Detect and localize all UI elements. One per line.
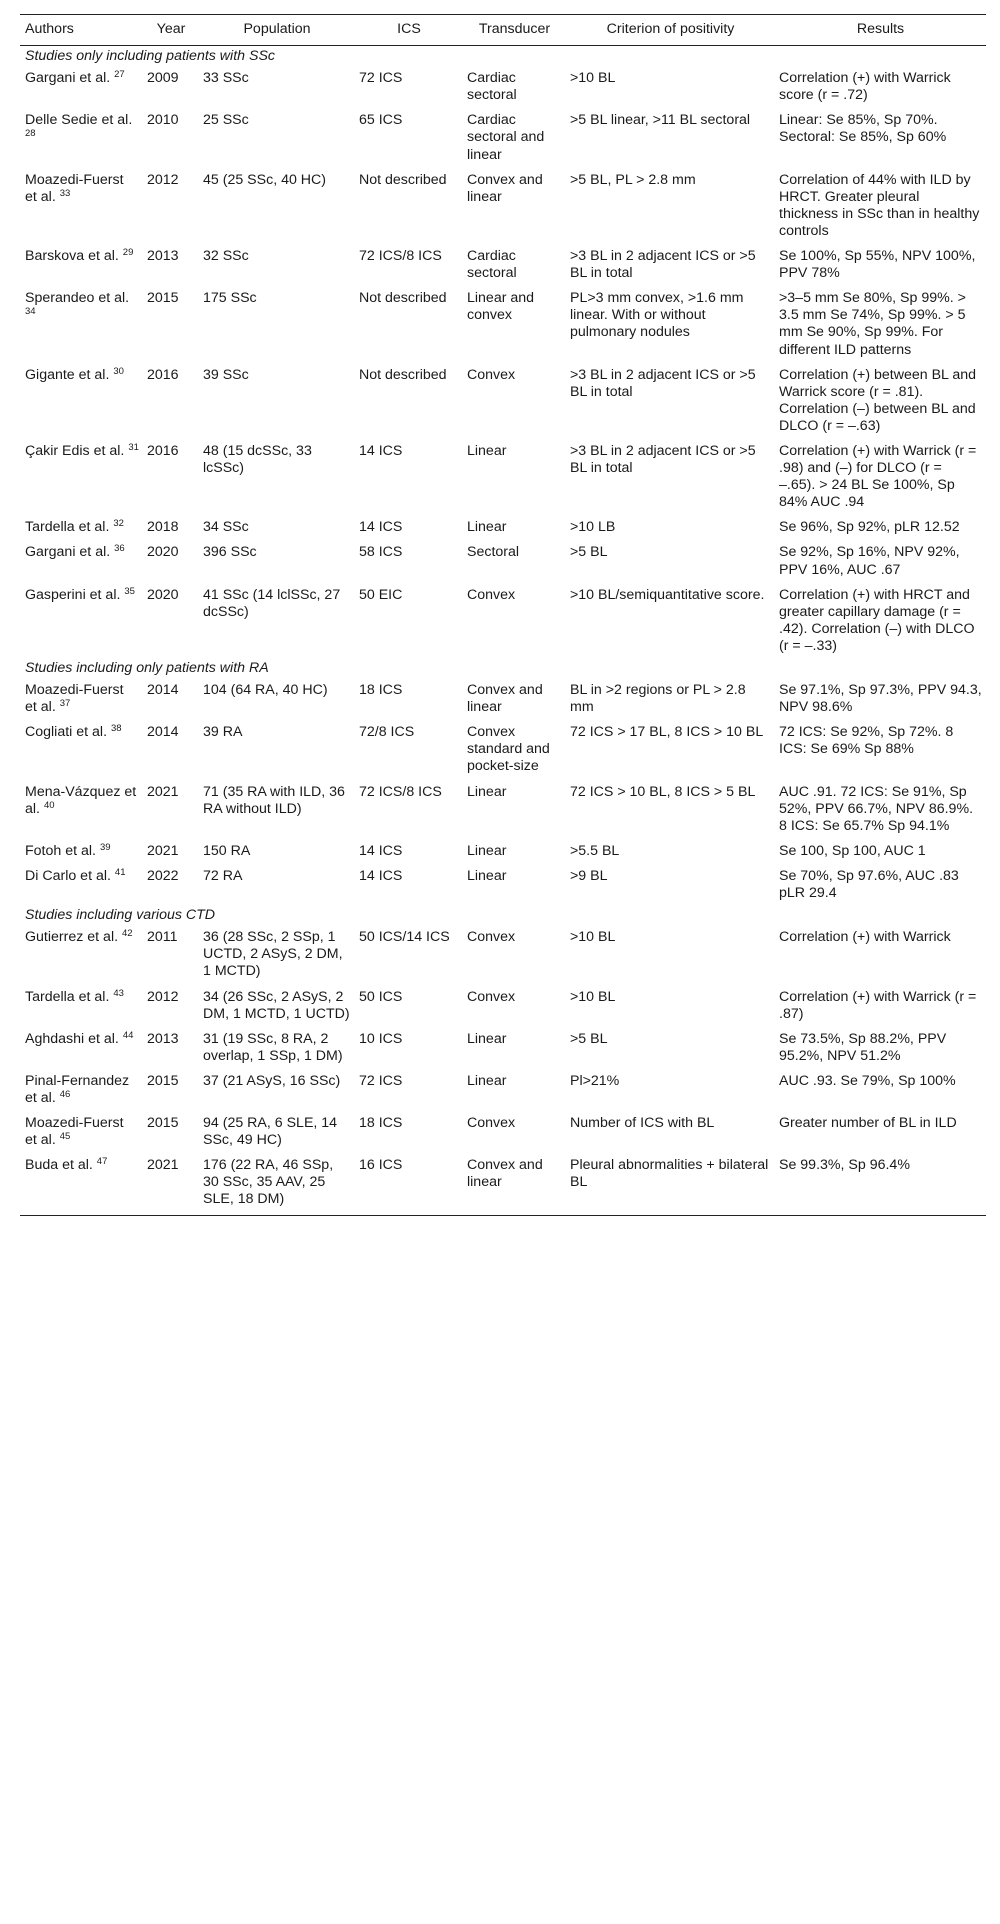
year-cell: 2014 bbox=[147, 682, 179, 699]
authors-cell bbox=[20, 514, 143, 539]
transducer-cell: Cardiac sectoral bbox=[467, 70, 517, 104]
section-title: Studies only including patients with SSc bbox=[25, 48, 275, 65]
table-row bbox=[20, 1026, 986, 1068]
ics-cell: 58 ICS bbox=[359, 544, 403, 561]
population-cell: 36 (28 SSc, 2 SSp, 1 UCTD, 2 ASyS, 2 DM, 1 MCTD) bbox=[203, 929, 343, 980]
table-row bbox=[20, 438, 986, 514]
author-name: Delle Sedie et al. bbox=[25, 112, 133, 129]
authors-cell bbox=[20, 65, 143, 107]
ics-cell: 16 ICS bbox=[355, 1152, 463, 1215]
year-cell: 2021 bbox=[147, 842, 179, 859]
population-cell: 72 RA bbox=[203, 867, 243, 884]
transducer-cell: Linear bbox=[467, 1072, 507, 1089]
ics-cell: 14 ICS bbox=[359, 519, 403, 536]
year-cell: 2020 bbox=[147, 586, 179, 603]
reference-number: 30 bbox=[113, 365, 124, 377]
results-cell: Greater number of BL in ILD bbox=[779, 1115, 957, 1132]
results-cell: Correlation (+) with HRCT and greater capillary damage (r = .42). Correlation (–) with DLCO (r = –.33) bbox=[779, 586, 975, 654]
transducer-cell: Convex bbox=[467, 366, 516, 383]
transducer-cell: Convex bbox=[467, 929, 516, 946]
year-cell: 2014 bbox=[147, 724, 179, 741]
criterion-cell: >3 BL in 2 adjacent ICS or >5 BL in total bbox=[570, 442, 756, 477]
reference-number: 44 bbox=[122, 1029, 134, 1041]
year-cell: 2009 bbox=[147, 70, 179, 87]
criterion-cell: 72 ICS > 17 BL, 8 ICS > 10 BL bbox=[570, 724, 764, 741]
author-name: Sperandeo et al. bbox=[25, 290, 130, 307]
ics-cell: 50 ICS/14 ICS bbox=[359, 929, 450, 946]
population-cell: 37 (21 ASyS, 16 SSc) bbox=[203, 1072, 341, 1089]
criterion-cell: >5 BL linear, >11 BL sectoral bbox=[570, 112, 751, 129]
population-cell: 71 (35 RA with ILD, 36 RA without ILD) bbox=[203, 783, 345, 817]
population-cell: 48 (15 dcSSc, 33 lcSSc) bbox=[203, 442, 312, 477]
results-cell: Correlation (+) with Warrick bbox=[779, 929, 951, 946]
reference-number: 32 bbox=[113, 518, 124, 530]
year-cell: 2012 bbox=[147, 988, 179, 1005]
reference-number: 29 bbox=[122, 247, 134, 259]
table-row bbox=[20, 1152, 986, 1215]
criterion-cell: >10 BL bbox=[570, 929, 616, 946]
author-name: Di Carlo et al. bbox=[25, 867, 111, 884]
results-cell: Se 73.5%, Sp 88.2%, PPV 95.2%, NPV 51.2% bbox=[779, 1030, 947, 1064]
year-cell: 2015 bbox=[147, 1072, 179, 1089]
criterion-cell: PL>3 mm convex, >1.6 mm linear. With or without pulmonary nodules bbox=[570, 290, 744, 341]
authors-cell bbox=[20, 243, 143, 285]
results-cell: AUC .91. 72 ICS: Se 91%, Sp 52%, PPV 66.7%, NPV 86.9%. 8 ICS: Se 65.7% Sp 94.1% bbox=[779, 783, 974, 834]
population-cell: 41 SSc (14 lclSSc, 27 dcSSc) bbox=[203, 586, 341, 620]
reference-number: 37 bbox=[59, 698, 71, 710]
criterion-cell: 72 ICS > 10 BL, 8 ICS > 5 BL bbox=[570, 783, 756, 800]
results-cell: Correlation of 44% with ILD by HRCT. Greater pleural thickness in SSc than in healthy controls bbox=[779, 171, 980, 239]
ics-cell: 72 ICS bbox=[359, 70, 403, 87]
criterion-cell: >3 BL in 2 adjacent ICS or >5 BL in total bbox=[570, 366, 756, 400]
transducer-cell: Cardiac sectoral and linear bbox=[467, 112, 545, 163]
header-population: Population bbox=[199, 15, 355, 46]
author-name: Pinal-Fernandez et al. bbox=[25, 1072, 130, 1106]
criterion-cell: >5 BL bbox=[570, 544, 608, 561]
ics-cell: Not described bbox=[359, 171, 447, 188]
table-row bbox=[20, 924, 986, 983]
ics-cell: 72/8 ICS bbox=[359, 724, 415, 741]
table-row bbox=[20, 1110, 986, 1152]
year-cell: 2018 bbox=[147, 519, 179, 536]
section-row bbox=[20, 46, 986, 66]
year-cell: 2015 bbox=[147, 1115, 179, 1132]
ics-cell: Not described bbox=[359, 366, 447, 383]
population-cell: 94 (25 RA, 6 SLE, 14 SSc, 49 HC) bbox=[203, 1115, 338, 1149]
table-row bbox=[20, 863, 986, 905]
author-name: Gargani et al. bbox=[25, 544, 111, 561]
results-cell: Se 97.1%, Sp 97.3%, PPV 94.3, NPV 98.6% bbox=[779, 682, 982, 716]
reference-number: 38 bbox=[110, 723, 122, 735]
header-ics: ICS bbox=[355, 15, 463, 46]
criterion-cell: >10 BL bbox=[570, 988, 616, 1005]
criterion-cell: >5 BL bbox=[570, 1030, 608, 1047]
reference-number: 27 bbox=[114, 69, 125, 81]
authors-cell bbox=[20, 719, 143, 778]
author-name: Tardella et al. bbox=[25, 988, 110, 1005]
table-row bbox=[20, 539, 986, 581]
results-cell: Correlation (+) with Warrick (r = .87) bbox=[779, 988, 977, 1022]
header-results: Results bbox=[775, 15, 986, 46]
transducer-cell: Convex bbox=[467, 1115, 516, 1132]
table-row bbox=[20, 167, 986, 243]
table-row bbox=[20, 1068, 986, 1110]
criterion-cell: BL in >2 regions or PL > 2.8 mm bbox=[570, 682, 746, 716]
authors-cell bbox=[20, 107, 143, 166]
transducer-cell: Convex and linear bbox=[467, 682, 543, 716]
reference-number: 42 bbox=[122, 928, 133, 940]
results-cell: 72 ICS: Se 92%, Sp 72%. 8 ICS: Se 69% Sp 88% bbox=[779, 724, 954, 758]
reference-number: 47 bbox=[96, 1156, 108, 1168]
population-cell: 396 SSc bbox=[203, 544, 257, 561]
header-authors: Authors bbox=[20, 15, 143, 46]
reference-number: 45 bbox=[59, 1131, 71, 1143]
population-cell: 150 RA bbox=[203, 842, 251, 859]
year-cell: 2016 bbox=[147, 442, 179, 459]
ics-cell: 14 ICS bbox=[359, 442, 403, 459]
transducer-cell: Linear bbox=[467, 1030, 507, 1047]
authors-cell bbox=[20, 924, 143, 983]
authors-cell bbox=[20, 1152, 143, 1215]
authors-cell bbox=[20, 984, 143, 1026]
year-cell: 2016 bbox=[147, 366, 179, 383]
population-cell: 175 SSc bbox=[203, 290, 257, 307]
results-cell: Se 100, Sp 100, AUC 1 bbox=[779, 842, 926, 859]
results-cell: Linear: Se 85%, Sp 70%. Sectoral: Se 85%, Sp 60% bbox=[779, 112, 947, 146]
header-criterion: Criterion of positivity bbox=[566, 15, 775, 46]
ics-cell: 72 ICS/8 ICS bbox=[359, 783, 442, 800]
author-name: Gigante et al. bbox=[25, 366, 110, 383]
population-cell: 34 (26 SSc, 2 ASyS, 2 DM, 1 MCTD, 1 UCTD) bbox=[203, 988, 350, 1022]
table-row bbox=[20, 514, 986, 539]
criterion-cell: >10 BL/semiquantitative score. bbox=[570, 586, 765, 603]
table-row bbox=[20, 779, 986, 838]
author-name: Gasperini et al. bbox=[25, 586, 121, 603]
ics-cell: 10 ICS bbox=[359, 1030, 403, 1047]
results-cell: Se 70%, Sp 97.6%, AUC .83 pLR 29.4 bbox=[779, 867, 959, 902]
authors-cell bbox=[20, 1068, 143, 1110]
reference-number: 31 bbox=[128, 441, 139, 453]
reference-number: 36 bbox=[114, 543, 125, 555]
criterion-cell: >5.5 BL bbox=[570, 842, 620, 859]
reference-number: 35 bbox=[124, 585, 135, 597]
table-row bbox=[20, 838, 986, 863]
criterion-cell: Pl>21% bbox=[570, 1072, 620, 1089]
table-row bbox=[20, 677, 986, 719]
criterion-cell: >3 BL in 2 adjacent ICS or >5 BL in total bbox=[570, 248, 756, 282]
reference-number: 34 bbox=[25, 306, 36, 318]
section-title: Studies including only patients with RA bbox=[25, 660, 269, 676]
author-name: Gutierrez et al. bbox=[25, 929, 119, 946]
header-transducer: Transducer bbox=[463, 15, 566, 46]
transducer-cell: Linear bbox=[467, 842, 507, 859]
population-cell: 34 SSc bbox=[203, 519, 249, 536]
authors-cell bbox=[20, 438, 143, 514]
year-cell: 2012 bbox=[147, 171, 179, 188]
table-row bbox=[20, 719, 986, 778]
results-cell: Se 96%, Sp 92%, pLR 12.52 bbox=[779, 519, 960, 536]
transducer-cell: Convex bbox=[467, 586, 516, 603]
reference-number: 33 bbox=[59, 187, 71, 199]
authors-cell bbox=[20, 362, 143, 438]
ics-cell: 14 ICS bbox=[359, 842, 403, 859]
transducer-cell: Cardiac sectoral bbox=[467, 248, 517, 282]
author-name: Buda et al. bbox=[25, 1157, 93, 1174]
population-cell: 31 (19 SSc, 8 RA, 2 overlap, 1 SSp, 1 DM) bbox=[203, 1030, 343, 1064]
ics-cell: 18 ICS bbox=[359, 1115, 403, 1132]
year-cell: 2021 bbox=[147, 783, 179, 800]
section-title: Studies including various CTD bbox=[25, 907, 216, 924]
author-name: Cogliati et al. bbox=[25, 724, 108, 741]
year-cell: 2013 bbox=[147, 248, 179, 265]
reference-number: 43 bbox=[113, 987, 124, 999]
population-cell: 33 SSc bbox=[203, 70, 249, 87]
table-row bbox=[20, 582, 986, 658]
population-cell: 104 (64 RA, 40 HC) bbox=[203, 682, 328, 699]
year-cell: 2021 bbox=[143, 1152, 199, 1215]
year-cell: 2011 bbox=[147, 929, 178, 946]
transducer-cell: Linear bbox=[467, 442, 507, 459]
criterion-cell: Pleural abnormalities + bilateral BL bbox=[566, 1152, 775, 1215]
table-row bbox=[20, 107, 986, 166]
criterion-cell: >5 BL, PL > 2.8 mm bbox=[570, 171, 696, 188]
table-row bbox=[20, 984, 986, 1026]
authors-cell bbox=[20, 582, 143, 658]
year-cell: 2022 bbox=[147, 867, 179, 884]
results-cell: Correlation (+) with Warrick (r = .98) and (–) for DLCO (r = –.65). > 24 BL Se 100%, Sp 84% AUC .94 bbox=[779, 442, 977, 511]
population-cell: 176 (22 RA, 46 SSp, 30 SSc, 35 AAV, 25 SLE, 18 DM) bbox=[199, 1152, 355, 1215]
authors-cell bbox=[20, 1026, 143, 1068]
ics-cell: 18 ICS bbox=[359, 682, 403, 699]
authors-cell bbox=[20, 838, 143, 863]
population-cell: 39 SSc bbox=[203, 366, 249, 383]
transducer-cell: Convex and linear bbox=[467, 171, 543, 205]
table-row bbox=[20, 362, 986, 438]
author-name: Çakir Edis et al. bbox=[25, 442, 125, 459]
authors-cell bbox=[20, 1110, 143, 1152]
ics-cell: 14 ICS bbox=[359, 867, 403, 884]
transducer-cell: Sectoral bbox=[467, 544, 520, 561]
author-name: Tardella et al. bbox=[25, 519, 110, 536]
population-cell: 45 (25 SSc, 40 HC) bbox=[203, 171, 327, 188]
population-cell: 32 SSc bbox=[203, 248, 249, 265]
ics-cell: 50 EIC bbox=[359, 586, 403, 603]
author-name: Fotoh et al. bbox=[25, 842, 96, 859]
ics-cell: 65 ICS bbox=[359, 112, 403, 129]
population-cell: 25 SSc bbox=[203, 112, 249, 129]
authors-cell bbox=[20, 779, 143, 838]
header-year: Year bbox=[143, 15, 199, 46]
results-cell: >3–5 mm Se 80%, Sp 99%. > 3.5 mm Se 74%, Sp 99%. > 5 mm Se 90%, Sp 99%. For different ILD patterns bbox=[779, 290, 966, 358]
table-header-row bbox=[20, 15, 986, 46]
table-row bbox=[20, 285, 986, 361]
transducer-cell: Linear bbox=[467, 519, 507, 536]
ics-cell: Not described bbox=[359, 290, 447, 307]
author-name: Mena-Vázquez et al. bbox=[25, 783, 137, 817]
results-cell: Se 100%, Sp 55%, NPV 100%, PPV 78% bbox=[779, 248, 976, 282]
criterion-cell: Number of ICS with BL bbox=[570, 1115, 715, 1132]
author-name: Moazedi-Fuerst et al. bbox=[25, 1115, 124, 1149]
author-name: Barskova et al. bbox=[25, 248, 119, 265]
population-cell: 39 RA bbox=[203, 724, 243, 741]
authors-cell bbox=[20, 285, 143, 361]
transducer-cell: Linear and convex bbox=[467, 290, 535, 324]
reference-number: 39 bbox=[99, 841, 111, 853]
studies-table bbox=[20, 14, 986, 1216]
reference-number: 40 bbox=[43, 799, 55, 811]
reference-number: 41 bbox=[114, 866, 126, 878]
authors-cell bbox=[20, 863, 143, 905]
table-row bbox=[20, 243, 986, 285]
ics-cell: 50 ICS bbox=[359, 988, 403, 1005]
results-cell: Se 92%, Sp 16%, NPV 92%, PPV 16%, AUC .67 bbox=[779, 544, 960, 578]
criterion-cell: >10 LB bbox=[570, 519, 616, 536]
reference-number: 46 bbox=[59, 1088, 71, 1100]
year-cell: 2020 bbox=[147, 544, 179, 561]
author-name: Aghdashi et al. bbox=[25, 1030, 119, 1047]
ics-cell: 72 ICS bbox=[359, 1072, 403, 1089]
transducer-cell: Linear bbox=[467, 783, 507, 800]
criterion-cell: >10 BL bbox=[570, 70, 616, 87]
table-body bbox=[20, 46, 986, 1215]
results-cell: Correlation (+) with Warrick score (r = .72) bbox=[779, 70, 951, 104]
results-cell: AUC .93. Se 79%, Sp 100% bbox=[779, 1072, 956, 1089]
year-cell: 2015 bbox=[147, 290, 179, 307]
criterion-cell: >9 BL bbox=[570, 867, 608, 884]
section-row bbox=[20, 905, 986, 924]
ics-cell: 72 ICS/8 ICS bbox=[359, 248, 442, 265]
results-cell: Correlation (+) between BL and Warrick score (r = .81). Correlation (–) between BL and DLCO (r = –.63) bbox=[779, 366, 977, 434]
year-cell: 2013 bbox=[147, 1030, 179, 1047]
authors-cell bbox=[20, 167, 143, 243]
year-cell: 2010 bbox=[147, 112, 179, 129]
authors-cell bbox=[20, 539, 143, 581]
authors-cell bbox=[20, 677, 143, 719]
reference-number: 28 bbox=[25, 128, 36, 140]
author-name: Moazedi-Fuerst et al. bbox=[25, 682, 124, 716]
results-cell: Se 99.3%, Sp 96.4% bbox=[775, 1152, 986, 1215]
section-row bbox=[20, 658, 986, 677]
transducer-cell: Convex bbox=[467, 988, 516, 1005]
transducer-cell: Linear bbox=[467, 867, 507, 884]
author-name: Gargani et al. bbox=[25, 70, 111, 87]
transducer-cell: Convex and linear bbox=[463, 1152, 566, 1215]
author-name: Moazedi-Fuerst et al. bbox=[25, 171, 124, 205]
table-row bbox=[20, 65, 986, 107]
transducer-cell: Convex standard and pocket-size bbox=[467, 724, 550, 775]
